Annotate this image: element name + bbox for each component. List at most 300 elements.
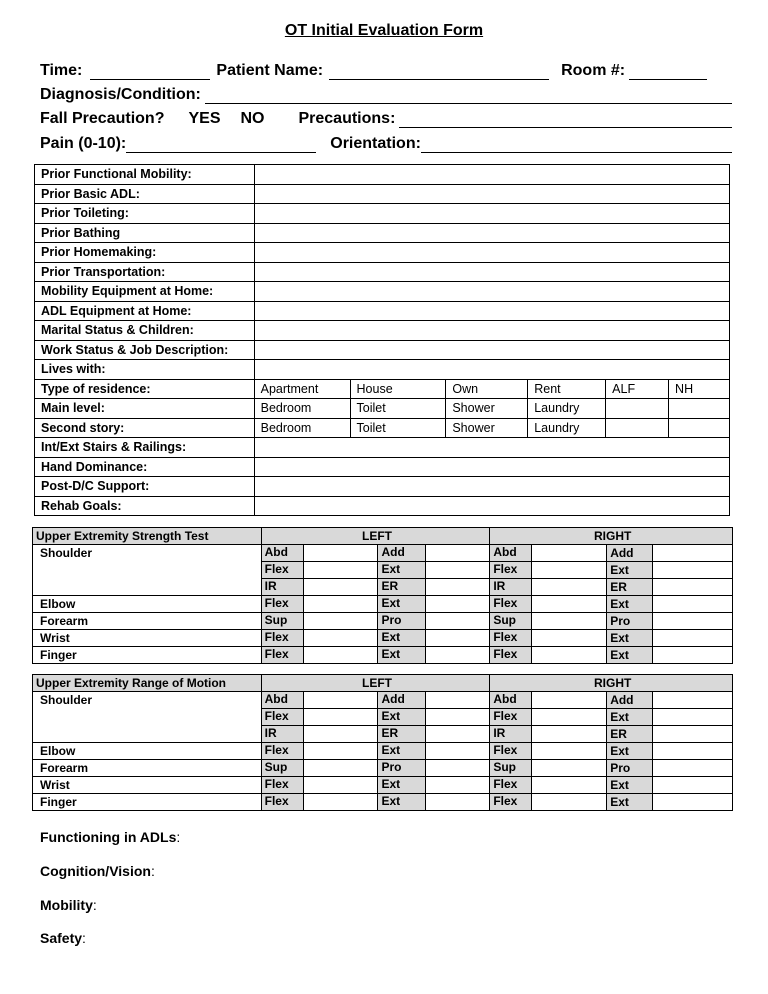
fall-no-option[interactable]: NO	[240, 110, 265, 127]
right-motion-cell[interactable]	[490, 545, 607, 562]
left-motion-cell[interactable]	[378, 777, 490, 794]
motion-value[interactable]	[653, 596, 733, 613]
motion-pair	[378, 545, 489, 561]
fall-precaution-label: Fall Precaution?	[40, 110, 165, 127]
motion-value[interactable]	[653, 579, 733, 596]
motion-value[interactable]	[653, 545, 733, 562]
residence-option[interactable]: Apartment	[254, 379, 350, 399]
left-motion-cell[interactable]	[261, 596, 378, 613]
motion-pair	[490, 726, 606, 742]
motion-value[interactable]	[653, 630, 733, 647]
motion-value[interactable]	[532, 743, 606, 759]
left-motion-cell[interactable]	[261, 760, 378, 777]
motion-value[interactable]	[426, 579, 489, 595]
history-row-second_story	[35, 418, 730, 438]
motion-label: Abd	[490, 545, 532, 561]
second_story-option[interactable]: Toilet	[350, 418, 446, 438]
motion-pair	[378, 630, 489, 646]
motion-label: Abd	[490, 692, 532, 708]
motion-label: Flex	[262, 794, 304, 810]
motion-label: Add	[607, 545, 653, 562]
joint-label: Wrist	[33, 777, 262, 794]
motion-label: IR	[262, 579, 304, 595]
left-motion-cell[interactable]	[378, 630, 490, 647]
precautions-field[interactable]	[399, 111, 732, 128]
patient-name-field[interactable]	[329, 63, 549, 80]
motion-value[interactable]	[304, 777, 378, 793]
history-row	[35, 360, 730, 380]
motion-label: Flex	[262, 562, 304, 578]
history-row-label: Prior Functional Mobility:	[35, 165, 255, 185]
motion-label: Flex	[490, 562, 532, 578]
footer-adl	[40, 829, 180, 845]
second_story-option[interactable]	[606, 418, 669, 438]
ue-row	[33, 630, 733, 647]
history-row-field[interactable]	[254, 262, 729, 282]
history-row	[35, 262, 730, 282]
header-row-4	[40, 131, 732, 153]
main_level-option[interactable]	[606, 399, 669, 419]
motion-pair	[378, 709, 489, 725]
left-motion-cell[interactable]	[378, 692, 490, 709]
motion-value[interactable]	[532, 630, 606, 646]
left-motion-cell[interactable]	[261, 709, 378, 726]
motion-label: Sup	[490, 613, 532, 629]
right-header: RIGHT	[490, 528, 733, 545]
residence-option[interactable]: Rent	[528, 379, 606, 399]
motion-pair	[378, 562, 489, 578]
history-row-residence	[35, 379, 730, 399]
history-row-label: Lives with:	[35, 360, 255, 380]
right-motion-cell[interactable]	[490, 726, 607, 743]
motion-pair	[262, 545, 378, 561]
motion-pair	[262, 692, 378, 708]
motion-value[interactable]	[653, 760, 733, 777]
main_level-label: Main level:	[35, 399, 255, 419]
motion-label: Flex	[262, 596, 304, 612]
history-row-field[interactable]	[254, 340, 729, 360]
motion-label: IR	[490, 579, 532, 595]
motion-pair	[378, 777, 489, 793]
left-motion-cell[interactable]	[261, 743, 378, 760]
motion-value[interactable]	[304, 743, 378, 759]
motion-label: Flex	[490, 709, 532, 725]
motion-value[interactable]	[532, 562, 606, 578]
fall-yes-option[interactable]: YES	[188, 110, 221, 127]
ue-table-title: Upper Extremity Strength Test	[33, 528, 262, 545]
history-row-label: ADL Equipment at Home:	[35, 301, 255, 321]
motion-label: Add	[378, 692, 426, 708]
motion-value[interactable]	[304, 630, 378, 646]
motion-value[interactable]	[532, 794, 606, 810]
history-row-label: Rehab Goals:	[35, 496, 255, 516]
motion-label: Add	[607, 692, 653, 709]
room-field[interactable]	[629, 63, 707, 80]
motion-label: Flex	[490, 743, 532, 759]
history-row-field[interactable]	[254, 165, 729, 185]
patient-name-label: Patient Name:	[216, 62, 324, 79]
motion-label: Flex	[490, 596, 532, 612]
diagnosis-field[interactable]	[205, 87, 732, 104]
motion-pair	[378, 760, 489, 776]
joint-label	[33, 709, 262, 726]
joint-label	[33, 726, 262, 743]
motion-pair	[262, 794, 378, 810]
right-motion-cell[interactable]	[490, 579, 607, 596]
motion-value[interactable]	[532, 760, 606, 776]
left-motion-cell[interactable]	[378, 726, 490, 743]
motion-label: Abd	[262, 545, 304, 561]
motion-value[interactable]	[426, 630, 489, 646]
motion-pair	[490, 647, 606, 663]
history-row-label: Mobility Equipment at Home:	[35, 282, 255, 302]
motion-label: Sup	[262, 760, 304, 776]
history-row-label: Post-D/C Support:	[35, 477, 255, 497]
history-row	[35, 282, 730, 302]
strength-table	[32, 527, 733, 664]
pain-label: Pain (0-10):	[40, 135, 127, 152]
right-motion-cell[interactable]	[490, 777, 607, 794]
main_level-option[interactable]: Laundry	[528, 399, 606, 419]
motion-label: ER	[378, 726, 426, 742]
left-motion-cell[interactable]	[261, 579, 378, 596]
right-motion-cell[interactable]	[490, 647, 607, 664]
orientation-field[interactable]	[421, 136, 732, 153]
motion-pair	[490, 709, 606, 725]
motion-pair	[262, 760, 378, 776]
joint-label: Forearm	[33, 760, 262, 777]
motion-pair	[262, 596, 378, 612]
motion-value[interactable]	[653, 709, 733, 726]
right-motion-cell[interactable]	[490, 596, 607, 613]
motion-value[interactable]	[532, 545, 606, 561]
history-row-label: Prior Homemaking:	[35, 243, 255, 263]
history-row-field[interactable]	[254, 438, 729, 458]
history-row-field[interactable]	[254, 301, 729, 321]
safety-colon: :	[82, 930, 86, 946]
main_level-option[interactable]: Bedroom	[254, 399, 350, 419]
motion-value[interactable]	[304, 647, 378, 663]
motion-pair	[378, 794, 489, 810]
cognition-colon: :	[150, 863, 155, 879]
motion-pair	[262, 630, 378, 646]
motion-pair	[490, 777, 606, 793]
left-motion-cell[interactable]	[261, 794, 378, 811]
time-field[interactable]	[90, 63, 210, 80]
motion-label: IR	[490, 726, 532, 742]
motion-label: Sup	[262, 613, 304, 629]
motion-value[interactable]	[304, 613, 378, 629]
motion-label: Ext	[607, 743, 653, 760]
left-motion-cell[interactable]	[378, 647, 490, 664]
motion-value[interactable]	[653, 562, 733, 579]
motion-value[interactable]	[304, 726, 378, 742]
precautions-label: Precautions:	[298, 110, 396, 127]
joint-label	[33, 579, 262, 596]
motion-label: Flex	[490, 630, 532, 646]
motion-label: Ext	[378, 777, 426, 793]
motion-pair	[490, 692, 606, 708]
second_story-label: Second story:	[35, 418, 255, 438]
second_story-option[interactable]: Bedroom	[254, 418, 350, 438]
left-header: LEFT	[261, 675, 490, 692]
history-row-field[interactable]	[254, 223, 729, 243]
right-motion-cell[interactable]	[490, 630, 607, 647]
motion-label: Ext	[378, 794, 426, 810]
motion-pair	[490, 760, 606, 776]
motion-value[interactable]	[426, 760, 489, 776]
left-motion-cell[interactable]	[261, 726, 378, 743]
motion-pair	[378, 743, 489, 759]
history-row-label: Prior Bathing	[35, 223, 255, 243]
history-row	[35, 301, 730, 321]
ue-row	[33, 596, 733, 613]
history-row	[35, 184, 730, 204]
motion-pair	[490, 579, 606, 595]
motion-label: Pro	[607, 760, 653, 777]
history-row-field[interactable]	[254, 184, 729, 204]
joint-label: Elbow	[33, 743, 262, 760]
motion-value[interactable]	[304, 562, 378, 578]
cognition-label: Cognition/Vision	[40, 863, 151, 879]
motion-pair	[378, 647, 489, 663]
safety-label: Safety	[40, 930, 83, 946]
motion-value[interactable]	[304, 794, 378, 810]
left-motion-cell[interactable]	[261, 692, 378, 709]
motion-value[interactable]	[653, 692, 733, 709]
residence-option[interactable]: House	[350, 379, 446, 399]
left-motion-cell[interactable]	[261, 613, 378, 630]
motion-label: Ext	[607, 596, 653, 613]
motion-label: Add	[378, 545, 426, 561]
motion-value[interactable]	[304, 596, 378, 612]
motion-label: Flex	[262, 777, 304, 793]
motion-pair	[262, 579, 378, 595]
left-motion-cell[interactable]	[261, 777, 378, 794]
room-label: Room #:	[561, 62, 626, 79]
main_level-option[interactable]: Toilet	[350, 399, 446, 419]
motion-value[interactable]	[653, 777, 733, 794]
motion-value[interactable]	[532, 692, 606, 708]
residence-option[interactable]: NH	[669, 379, 730, 399]
main_level-option[interactable]	[669, 399, 730, 419]
motion-pair	[262, 709, 378, 725]
joint-label: Wrist	[33, 630, 262, 647]
history-row	[35, 340, 730, 360]
header-row-2	[40, 82, 732, 104]
footer-mobility	[40, 897, 97, 913]
ue-row	[33, 743, 733, 760]
joint-label	[33, 562, 262, 579]
motion-value[interactable]	[532, 709, 606, 725]
joint-label: Forearm	[33, 613, 262, 630]
motion-value[interactable]	[532, 579, 606, 595]
history-row-field[interactable]	[254, 243, 729, 263]
motion-label: ER	[607, 726, 653, 743]
history-row	[35, 438, 730, 458]
history-row-field[interactable]	[254, 496, 729, 516]
history-row	[35, 243, 730, 263]
second_story-option[interactable]: Laundry	[528, 418, 606, 438]
motion-value[interactable]	[532, 596, 606, 612]
motion-label: Ext	[378, 596, 426, 612]
right-motion-cell[interactable]	[490, 760, 607, 777]
header-row-3	[40, 106, 732, 128]
motion-pair	[490, 545, 606, 561]
motion-value[interactable]	[653, 647, 733, 664]
motion-label: Flex	[262, 743, 304, 759]
motion-pair	[378, 596, 489, 612]
history-row-label: Int/Ext Stairs & Railings:	[35, 438, 255, 458]
joint-label: Finger	[33, 794, 262, 811]
left-motion-cell[interactable]	[378, 743, 490, 760]
motion-value[interactable]	[304, 760, 378, 776]
ue-row	[33, 579, 733, 596]
motion-pair	[378, 613, 489, 629]
left-motion-cell[interactable]	[378, 760, 490, 777]
left-motion-cell[interactable]	[378, 579, 490, 596]
ue-row	[33, 647, 733, 664]
left-motion-cell[interactable]	[378, 613, 490, 630]
left-motion-cell[interactable]	[378, 562, 490, 579]
orientation-label: Orientation:	[330, 135, 421, 152]
ue-table-title: Upper Extremity Range of Motion	[33, 675, 262, 692]
right-motion-cell[interactable]	[490, 692, 607, 709]
ue-header-row	[33, 528, 733, 545]
motion-label: Ext	[607, 777, 653, 794]
history-row	[35, 457, 730, 477]
left-motion-cell[interactable]	[378, 545, 490, 562]
residence-option[interactable]: ALF	[606, 379, 669, 399]
motion-pair	[490, 630, 606, 646]
motion-value[interactable]	[426, 545, 489, 561]
mobility-label: Mobility	[40, 897, 93, 913]
motion-value[interactable]	[426, 709, 489, 725]
left-motion-cell[interactable]	[378, 596, 490, 613]
right-motion-cell[interactable]	[490, 743, 607, 760]
form-title: OT Initial Evaluation Form	[284, 22, 484, 39]
left-motion-cell[interactable]	[378, 709, 490, 726]
motion-label: Abd	[262, 692, 304, 708]
right-motion-cell[interactable]	[490, 709, 607, 726]
history-row-label: Prior Transportation:	[35, 262, 255, 282]
motion-value[interactable]	[426, 777, 489, 793]
left-motion-cell[interactable]	[378, 794, 490, 811]
left-motion-cell[interactable]	[261, 630, 378, 647]
motion-label: Ext	[607, 562, 653, 579]
motion-value[interactable]	[304, 692, 378, 708]
motion-value[interactable]	[653, 613, 733, 630]
history-row-field[interactable]	[254, 321, 729, 341]
history-row-label: Work Status & Job Description:	[35, 340, 255, 360]
motion-value[interactable]	[532, 647, 606, 663]
history-row-field[interactable]	[254, 477, 729, 497]
motion-value[interactable]	[653, 726, 733, 743]
motion-value[interactable]	[532, 613, 606, 629]
motion-pair	[262, 743, 378, 759]
motion-value[interactable]	[426, 647, 489, 663]
left-motion-cell[interactable]	[261, 647, 378, 664]
motion-label: Ext	[607, 794, 653, 811]
history-row-field[interactable]	[254, 282, 729, 302]
left-motion-cell[interactable]	[261, 545, 378, 562]
right-motion-cell[interactable]	[490, 794, 607, 811]
main_level-option[interactable]: Shower	[446, 399, 528, 419]
history-row-field[interactable]	[254, 457, 729, 477]
motion-label: Flex	[490, 777, 532, 793]
motion-value[interactable]	[304, 709, 378, 725]
motion-value[interactable]	[304, 545, 378, 561]
residence-option[interactable]: Own	[446, 379, 528, 399]
joint-label: Shoulder	[33, 545, 262, 562]
joint-label: Finger	[33, 647, 262, 664]
motion-label: IR	[262, 726, 304, 742]
motion-value[interactable]	[426, 692, 489, 708]
motion-pair	[490, 794, 606, 810]
history-row-label: Hand Dominance:	[35, 457, 255, 477]
motion-value[interactable]	[426, 726, 489, 742]
motion-value[interactable]	[426, 596, 489, 612]
motion-value[interactable]	[426, 743, 489, 759]
ue-row	[33, 613, 733, 630]
history-row-label: Prior Basic ADL:	[35, 184, 255, 204]
motion-pair	[378, 692, 489, 708]
motion-value[interactable]	[532, 726, 606, 742]
motion-label: Flex	[490, 647, 532, 663]
history-row-field[interactable]	[254, 204, 729, 224]
motion-pair	[262, 777, 378, 793]
motion-label: Flex	[490, 794, 532, 810]
footer-safety	[40, 930, 86, 946]
adl-label: Functioning in ADLs	[40, 829, 177, 845]
second_story-option[interactable]	[669, 418, 730, 438]
motion-value[interactable]	[426, 794, 489, 810]
right-motion-cell[interactable]	[490, 562, 607, 579]
motion-label: Ext	[607, 647, 653, 664]
motion-value[interactable]	[532, 777, 606, 793]
right-motion-cell[interactable]	[490, 613, 607, 630]
motion-pair	[262, 613, 378, 629]
motion-label: Ext	[378, 709, 426, 725]
motion-label: Ext	[607, 630, 653, 647]
motion-label: Flex	[262, 709, 304, 725]
motion-value[interactable]	[426, 613, 489, 629]
ue-row	[33, 760, 733, 777]
motion-value[interactable]	[426, 562, 489, 578]
motion-pair	[490, 613, 606, 629]
ue-row	[33, 794, 733, 811]
motion-value[interactable]	[653, 743, 733, 760]
motion-label: Ext	[607, 709, 653, 726]
history-row-field[interactable]	[254, 360, 729, 380]
ue-row	[33, 562, 733, 579]
motion-label: Pro	[378, 613, 426, 629]
ue-header-row	[33, 675, 733, 692]
motion-value[interactable]	[304, 579, 378, 595]
motion-label: Pro	[607, 613, 653, 630]
history-row-main_level	[35, 399, 730, 419]
footer-cognition	[40, 863, 155, 879]
motion-pair	[262, 726, 378, 742]
motion-label: Pro	[378, 760, 426, 776]
left-motion-cell[interactable]	[261, 562, 378, 579]
pain-field[interactable]	[126, 136, 316, 153]
motion-label: Ext	[378, 630, 426, 646]
second_story-option[interactable]: Shower	[446, 418, 528, 438]
motion-value[interactable]	[653, 794, 733, 811]
motion-pair	[262, 647, 378, 663]
right-header: RIGHT	[490, 675, 733, 692]
